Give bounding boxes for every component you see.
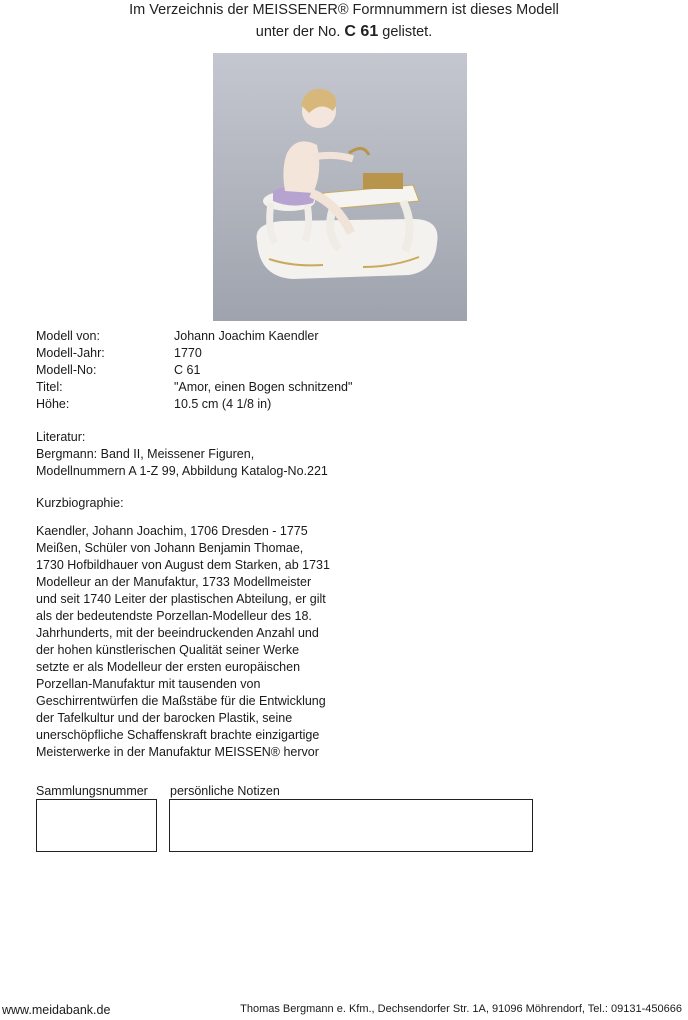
- collection-number-field[interactable]: [36, 799, 157, 852]
- header: [0, 0, 688, 43]
- footer-website[interactable]: www.meidabank.de: [2, 1003, 111, 1017]
- personal-notes-label: persönliche Notizen: [170, 784, 280, 798]
- collection-number-label: Sammlungsnummer: [36, 784, 148, 798]
- header-line-1: Im Verzeichnis der MEISSENER® Formnummern ist dieses Modell: [129, 2, 559, 18]
- detail-row-model-no: [36, 362, 352, 379]
- literature-line-1: Bergmann: Band II, Meissener Figuren,: [36, 447, 255, 461]
- detail-label: Modell-No:: [36, 363, 97, 377]
- detail-label: Höhe:: [36, 397, 70, 411]
- detail-value: "Amor, einen Bogen schnitzend": [174, 380, 353, 394]
- detail-label: Modell von:: [36, 329, 100, 343]
- literature-section: [36, 429, 366, 480]
- detail-row-height: [36, 396, 352, 413]
- biography-text: Kaendler, Johann Joachim, 1706 Dresden - 1775 Meißen, Schüler von Johann Benjamin Thomae, 1730 Hofbildhauer von August dem Starken, ab 1731 Modelleur an der Manufaktur, 1733 Modellmeister und seit 1740 Leiter der plastischen Abteilung, er gilt als der bedeutendste Porzellan-Modelleur des 18. Jahrhunderts, mit der beeindruckenden Anzahl und der hohen künstlerischen Qualität seiner Werke setzte er als Modelleur der ersten europäischen Porzellan-Manufaktur mit tausenden von Geschirrentwürfen die Maßstäbe für die Entwicklung der Tafelkultur und der barocken Plastik, seine unerschöpfliche Schaffenskraft brachte einzigartige Meisterwerke in der Manufaktur MEISSEN® hervor: [36, 524, 330, 759]
- detail-value: 10.5 cm (4 1/8 in): [174, 397, 272, 411]
- header-line-2-pre: unter der No.: [255, 24, 341, 40]
- header-model-number: C 61: [344, 23, 379, 40]
- header-line-2: [0, 21, 688, 43]
- model-details: [36, 328, 352, 413]
- detail-value: C 61: [174, 363, 201, 377]
- footer-address: Thomas Bergmann e. Kfm., Dechsendorfer Str. 1A, 91096 Möhrendorf, Tel.: 09131-450666: [240, 1003, 682, 1015]
- porcelain-figure-photo: [213, 53, 467, 321]
- biography-heading: Kurzbiographie:: [36, 496, 124, 510]
- literature-line-2: Modellnummern A 1-Z 99, Abbildung Katalog-No.221: [36, 464, 328, 478]
- header-line-2-post: gelistet.: [382, 24, 433, 40]
- detail-row-year: [36, 345, 352, 362]
- detail-label: Titel:: [36, 380, 63, 394]
- detail-value: 1770: [174, 346, 202, 360]
- literature-heading: Literatur:: [36, 430, 86, 444]
- detail-row-author: [36, 328, 352, 345]
- personal-notes-field[interactable]: [169, 799, 533, 852]
- detail-row-title: [36, 379, 352, 396]
- detail-value: Johann Joachim Kaendler: [174, 329, 319, 343]
- detail-label: Modell-Jahr:: [36, 346, 105, 360]
